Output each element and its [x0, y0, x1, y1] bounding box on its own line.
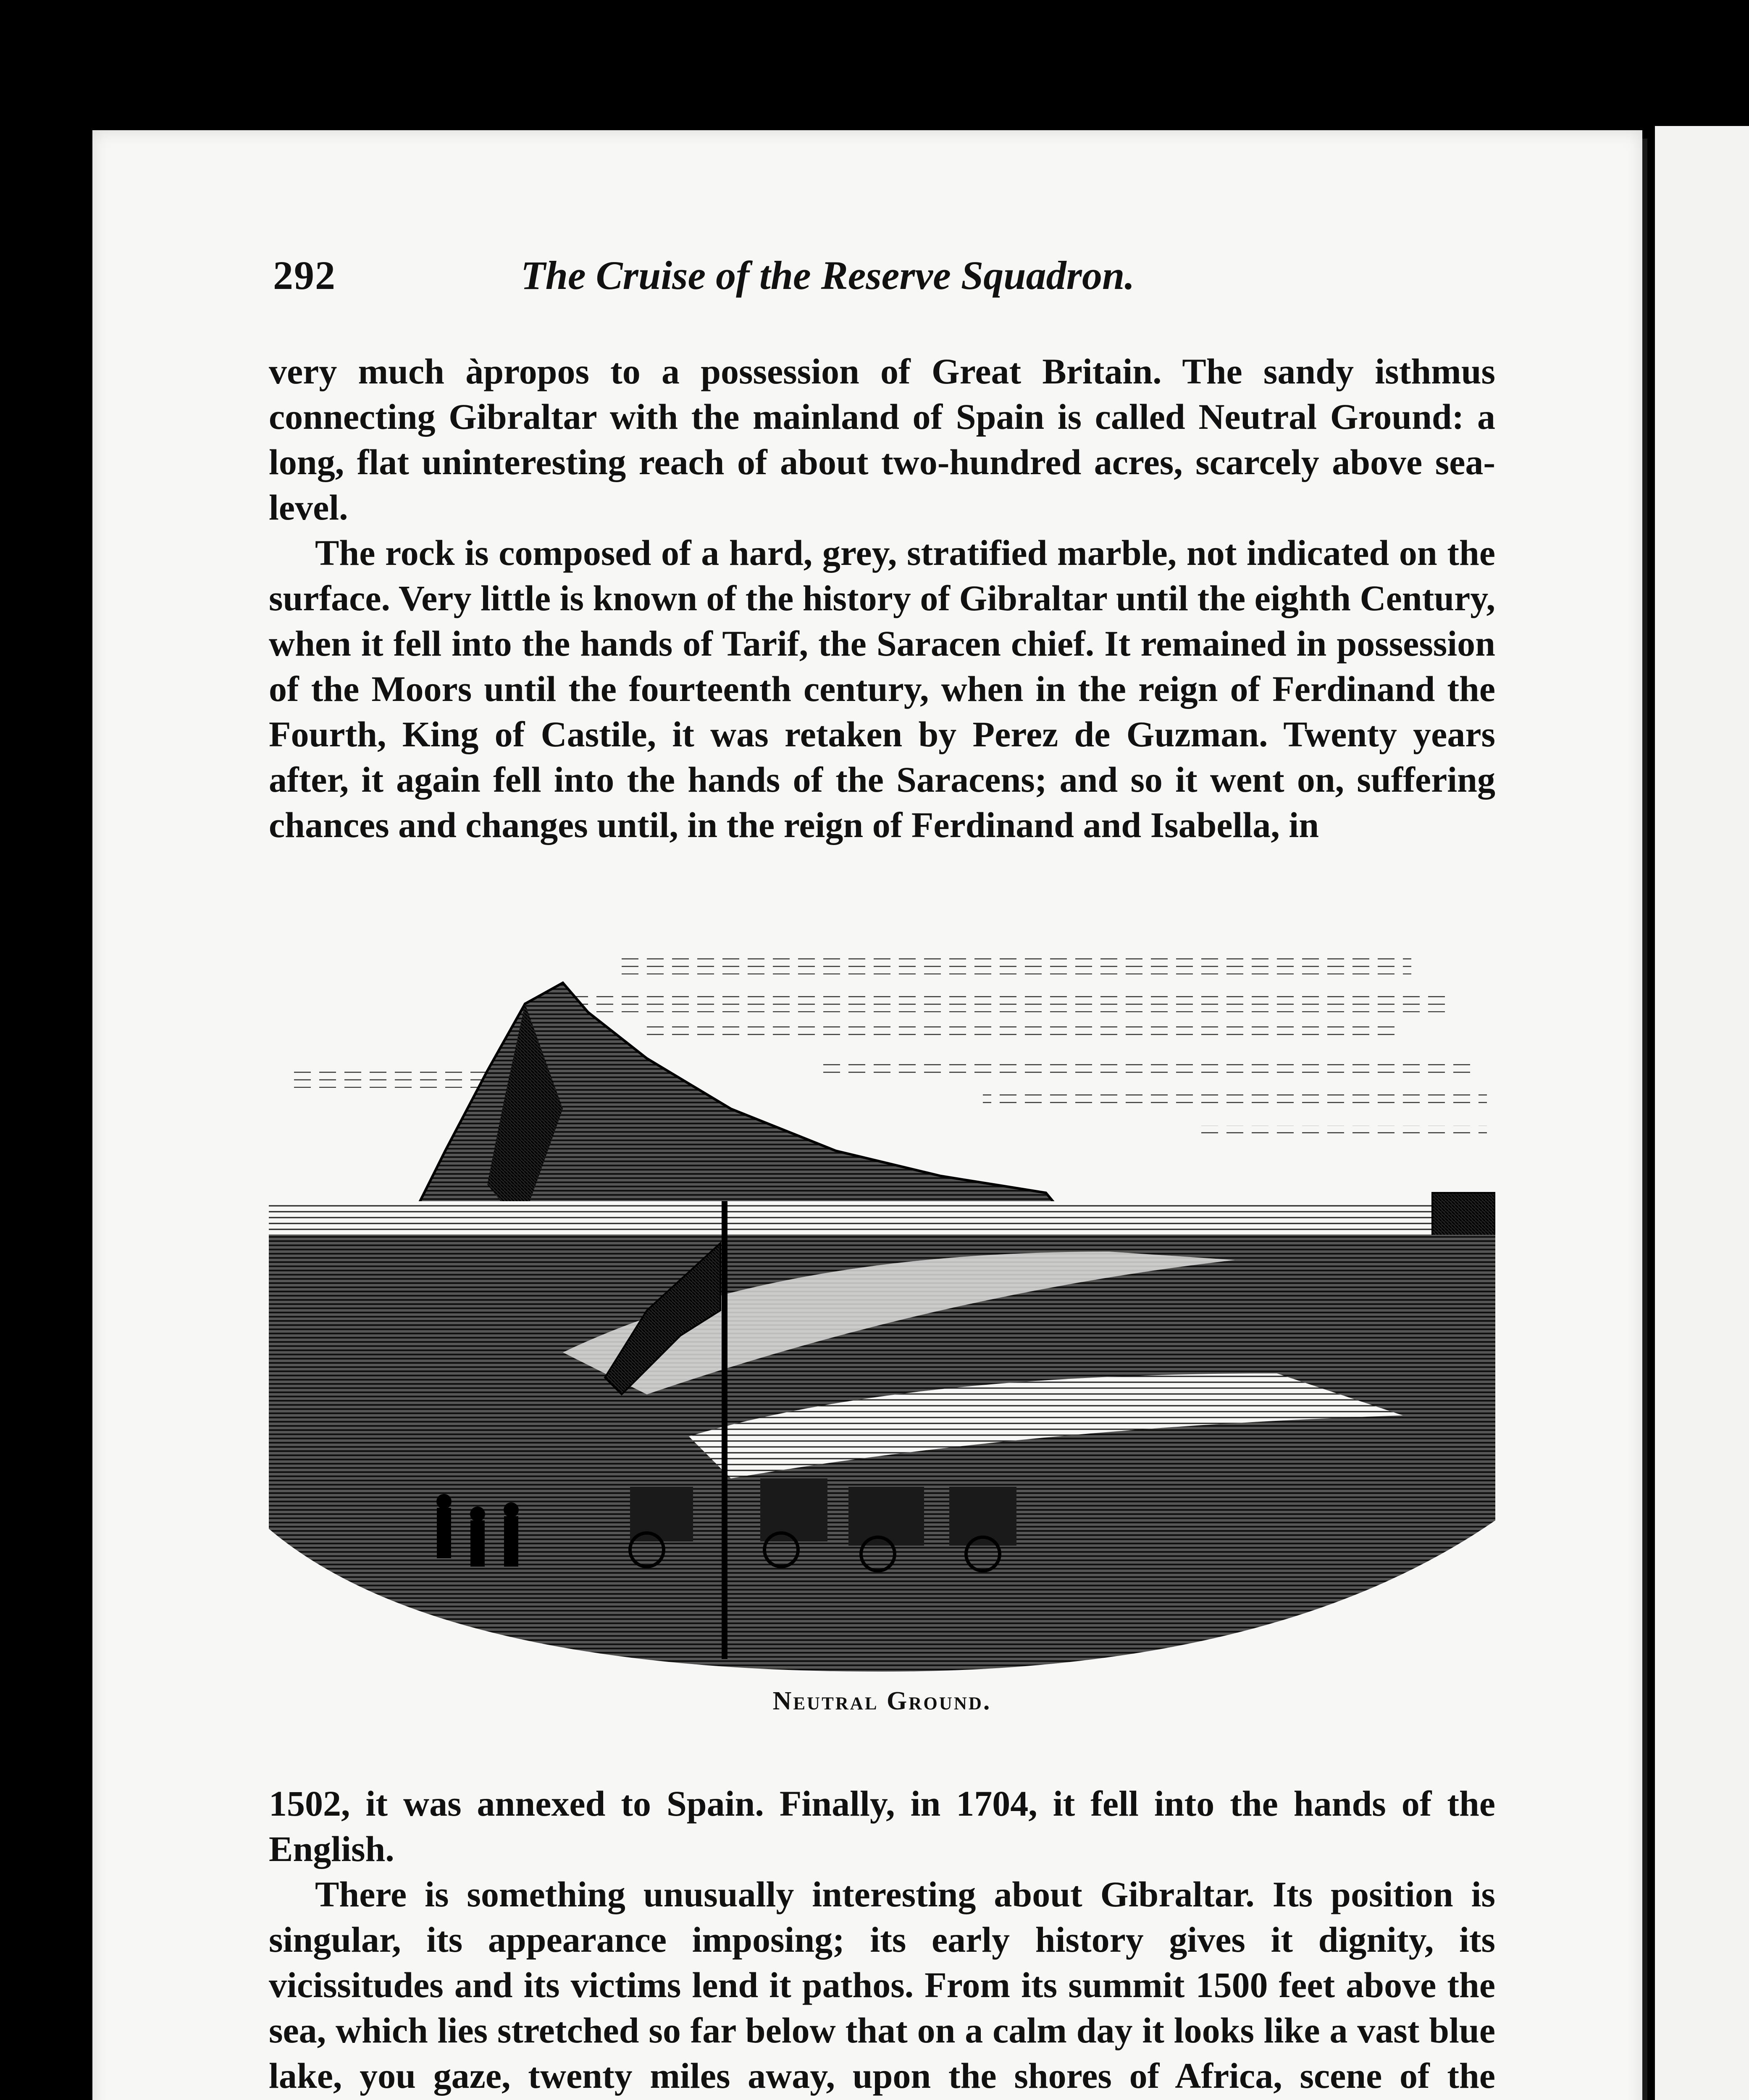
figure-neutral-ground — [269, 932, 1495, 1722]
text-after-figure — [269, 1781, 1495, 2100]
page-gutter — [1642, 139, 1647, 2100]
running-head — [273, 252, 1516, 311]
paragraph: There is something unusually interesting about Gibraltar. Its position is singular, its appearance imposing; its early history gives it dignity, its vicissitudes and its victims lend it pathos. From its summit 1500 feet above the sea, which lies stretched so far below that on a calm day it looks like a vast blue lake, you gaze, twenty miles away, upon the shores of Africa, scene of the — [269, 1874, 1495, 2096]
paragraph: The rock is composed of a hard, grey, stratified marble, not indicated on the surface. Very little is known of the history of Gibraltar until the eighth Century, when it fell into the hands of Tarif, the Saracen chief. It remained in possession of the Moors until the fourteenth century, when in the reign of Ferdinand the Fourth, King of Castile, it was retaken by Perez de Guzman. Twenty years after, it again fell into the hands of the Saracens; and so it went on, suffering chances and changes until, in the reign of Ferdinand and Isabella, in — [269, 533, 1495, 845]
paragraph: very much àpropos to a possession of Great Britain. The sandy isthmus connecting Gibraltar with the mainland of Spain is called Neutral Ground: a long, flat uninteresting reach of about two-hundred acres, scarcely above sea-level. — [269, 351, 1495, 528]
facing-page-edge — [1655, 126, 1749, 2100]
page-number: 292 — [273, 253, 336, 298]
running-title: The Cruise of the Reserve Squadron. — [521, 253, 1135, 298]
paragraph: 1502, it was annexed to Spain. Finally, in 1704, it fell into the hands of the English. — [269, 1783, 1495, 1869]
engraving-illustration — [269, 932, 1495, 1672]
text-before-figure — [269, 349, 1495, 848]
horizon-land — [269, 1201, 1495, 1239]
figure-caption: Neutral Ground. — [772, 1687, 992, 1715]
